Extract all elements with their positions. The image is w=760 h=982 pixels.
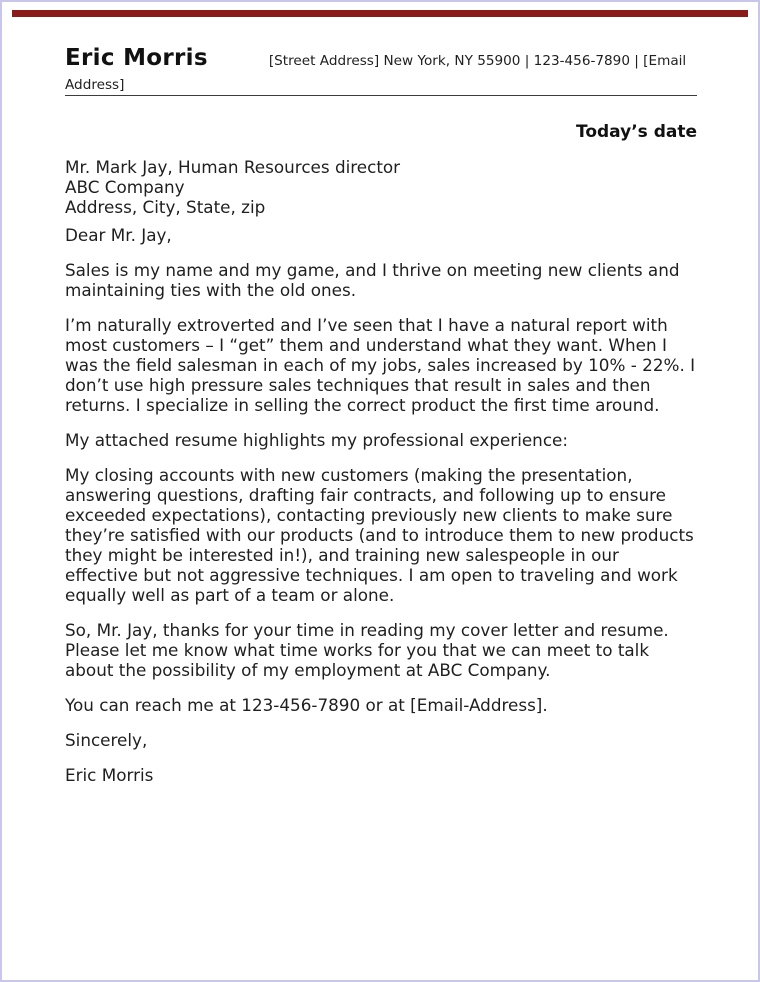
body-paragraph-5: So, Mr. Jay, thanks for your time in reading my cover letter and resume. Please let me know what time works for you that we can meet to talk about the possibility of my employment at ABC Company. [65, 619, 669, 680]
signature: Eric Morris [65, 764, 154, 785]
body-paragraph-1: Sales is my name and my game, and I thrive on meeting new clients and maintaining ties with the old ones. [65, 259, 680, 300]
closing: Sincerely, [65, 729, 148, 750]
body-paragraph-6: You can reach me at 123-456-7890 or at [Email-Address]. [65, 694, 548, 715]
letter-masthead [65, 45, 697, 96]
body-paragraph-4: My closing accounts with new customers (making the presentation, answering questions, drafting fair contracts, and following up to ensure exceeded expectations), contacting previously new clients to make sure they’re satisfied with our products (and to introduce them to new products they might be interested in!), and training new salespeople in our effective but not aggressive techniques. I am open to traveling and work equally well as part of a team or alone. [65, 464, 694, 605]
recipient-line: ABC Company [65, 176, 185, 197]
body-paragraph-3: My attached resume highlights my professional experience: [65, 429, 569, 450]
recipient-line: Mr. Mark Jay, Human Resources director [65, 156, 401, 177]
cover-letter [65, 45, 697, 785]
top-accent-bar [12, 10, 748, 17]
sender-contact-line-1: [Street Address] New York, NY 55900 | 123-456-7890 | [Email [268, 53, 687, 69]
salutation: Dear Mr. Jay, [65, 224, 172, 245]
recipient-block [65, 157, 697, 217]
date-line: Today’s date [575, 121, 697, 142]
sender-name: Eric Morris [65, 45, 208, 71]
sender-contact-line-2: Address] [65, 76, 125, 93]
body-paragraph-2: I’m naturally extroverted and I’ve seen that I have a natural report with most customers – I “get” them and understand what they want. When I was the field salesman in each of my jobs, sales increased by 10% - 22%. I don’t use high pressure sales techniques that result in sales and then returns. I specialize in selling the correct product the first time around. [65, 314, 696, 415]
recipient-line: Address, City, State, zip [65, 196, 266, 217]
